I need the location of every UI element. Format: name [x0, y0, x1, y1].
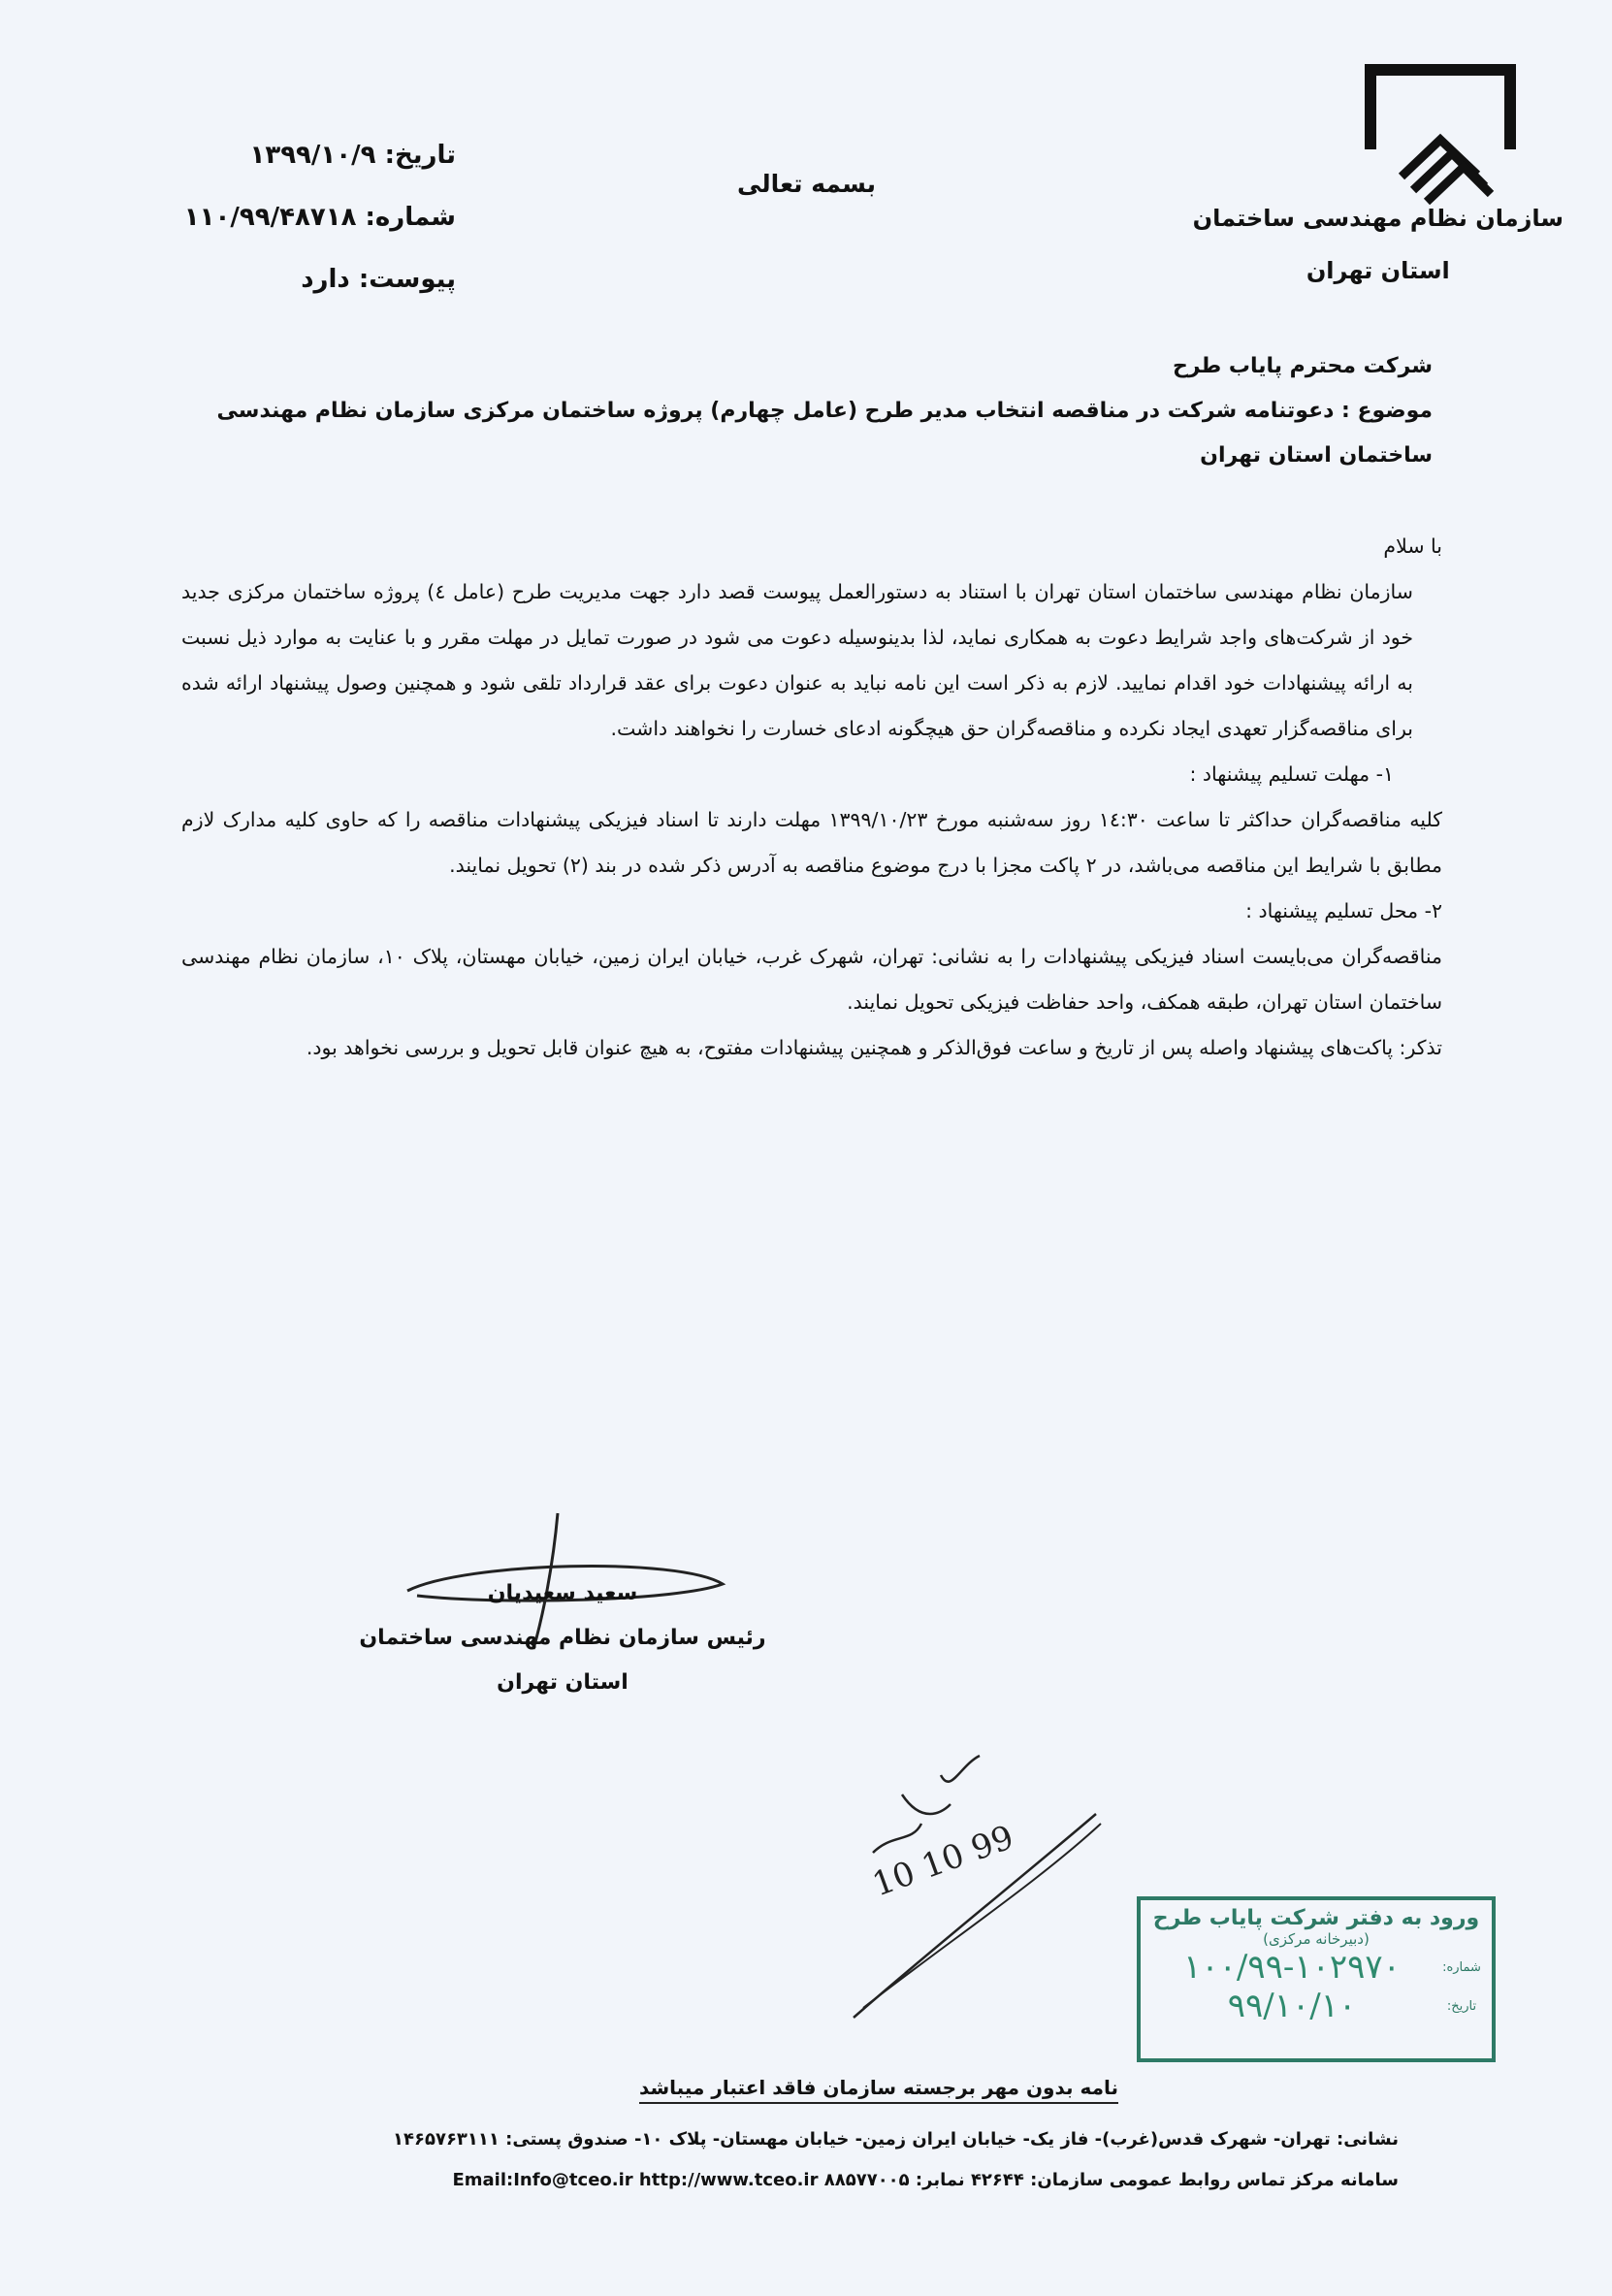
bismillah-heading: بسمه تعالی — [737, 170, 877, 198]
organization-logo — [1363, 60, 1518, 206]
stamp-number-row — [1141, 1948, 1492, 1987]
intro-paragraph: سازمان نظام مهندسی ساختمان استان تهران با استناد به دستورالعمل پیوست قصد دارد جهت مدیریت طرح (عامل ٤) پروژه ساختمان مرکزی جدید خود از شرکت‌های واجد شرایط دعوت به همکاری نماید، لذا بدینوسیله دعوت می شود در صورت تمایل در مهلت مقرر و با عنایت به موارد ذیل نسبت به ارائه پیشنهادات خود اقدام نمایید. لازم به ذکر است این نامه نباید به عنوان دعوت برای عقد قرارداد تلقی شود و همچنین وصول پیشنهاد ارائه شده برای مناقصه‌گزار تعهدی ایجاد نکرده و مناقصه‌گران حق هیچگونه ادعای خسارت را نخواهند داشت. — [181, 580, 1413, 740]
number-label: شماره: — [365, 203, 456, 232]
note-paragraph: تذکر: پاکت‌های پیشنهاد واصله پس از تاریخ و ساعت فوق‌الذکر و همچنین پیشنهادات مفتوح، به هیچ عنوان قابل تحویل و بررسی نخواهد بود. — [306, 1036, 1442, 1059]
item2-text: مناقصه‌گران می‌بایست اسناد فیزیکی پیشنهادات را به نشانی: تهران، شهرک غرب، خیابان ایران زمین، خیابان مهستان، پلاک ۱۰، سازمان نظام مهندسی ساختمان استان تهران، طبقه همکف، واحد حفاظت فیزیکی تحویل نمایند. — [181, 945, 1442, 1014]
attachment-line — [165, 248, 456, 310]
letter-body — [181, 524, 1442, 1071]
signer-title: رئیس سازمان نظام مهندسی ساختمان — [359, 1626, 766, 1650]
stamp-title: ورود به دفتر شرکت پایاب طرح — [1152, 1906, 1480, 1930]
item1-text: کلیه مناقصه‌گران حداکثر تا ساعت ١٤:٣٠ روز سه‌شنبه مورخ ۱۳۹۹/۱۰/۲۳ مهلت دارند تا اسناد فیزیکی پیشنهادات مناقصه را که حاوی کلیه مدارک لازم مطابق با شرایط این مناقصه می‌باشد، در ۲ پاکت مجزا با درج موضوع مناقصه به آدرس ذکر شده در بند (۲) تحویل نمایند. — [181, 808, 1442, 877]
stamp-date-label: تاریخ: — [1446, 1998, 1477, 2014]
attachment-label: پیوست: — [358, 265, 456, 294]
attachment-value: دارد — [301, 265, 350, 294]
org-name-line2: استان تهران — [1306, 257, 1450, 284]
signer-title-line2: استان تهران — [497, 1670, 629, 1695]
date-value: ۱۳۹۹/۱۰/۹ — [249, 141, 376, 170]
stamp-subtitle: (دبیرخانه مرکزی) — [1263, 1930, 1370, 1948]
item2-title: ۲- محل تسلیم پیشنهاد : — [1245, 899, 1442, 922]
date-label: تاریخ: — [384, 141, 456, 170]
footer-contact-line: سامانه مرکز تماس روابط عمومی سازمان: ۴۲۶۴۴ نمابر: ۸۸۵۷۷۰۰۵ Email:Info@tceo.ir http://www.tceo.ir — [452, 2170, 1399, 2190]
greeting: با سلام — [1383, 534, 1442, 558]
stamp-number-value: ۱۰۰/۹۹-۱۰۲۹۷۰ — [1183, 1948, 1401, 1987]
handwritten-note — [834, 1736, 1106, 2027]
stamp-date-value: ۹۹/۱۰/۱۰ — [1227, 1987, 1357, 2025]
item1-title: ۱- مهلت تسلیم پیشنهاد : — [1189, 762, 1394, 786]
signer-name: سعید سعیدیان — [487, 1581, 638, 1605]
footer-address: نشانی: تهران- شهرک قدس(غرب)- فاز یک- خیابان ایران زمین- خیابان مهستان- پلاک ۱۰- صندوق پستی: ۱۴۶۵۷۶۳۱۱۱ — [393, 2129, 1399, 2150]
validity-note — [0, 2076, 1612, 2099]
stamp-date-row — [1141, 1987, 1492, 2025]
letter-meta — [165, 124, 456, 310]
number-value: ۱۱۰/۹۹/۴۸۷۱۸ — [183, 203, 357, 232]
validity-note-text: نامه بدون مهر برجسته سازمان فاقد اعتبار میباشد — [639, 2076, 1118, 2104]
subject: موضوع : دعوتنامه شرکت در مناقصه انتخاب مدیر طرح (عامل چهارم) پروژه ساختمان مرکزی سازمان نظام مهندسی ساختمان استان تهران — [216, 399, 1433, 468]
organization-name — [1193, 192, 1564, 297]
svg-text:10 10 99: 10 10 99 — [867, 1818, 1019, 1905]
date-line — [165, 124, 456, 186]
addressee-block — [172, 344, 1433, 478]
footer-contact — [138, 2119, 1399, 2201]
org-name-line1: سازمان نظام مهندسی ساختمان — [1192, 205, 1564, 232]
receipt-stamp — [1137, 1896, 1496, 2062]
addressee: شرکت محترم پایاب طرح — [1172, 354, 1433, 378]
stamp-number-label: شماره: — [1442, 1959, 1481, 1975]
signature-block — [359, 1571, 766, 1705]
number-line — [165, 186, 456, 248]
